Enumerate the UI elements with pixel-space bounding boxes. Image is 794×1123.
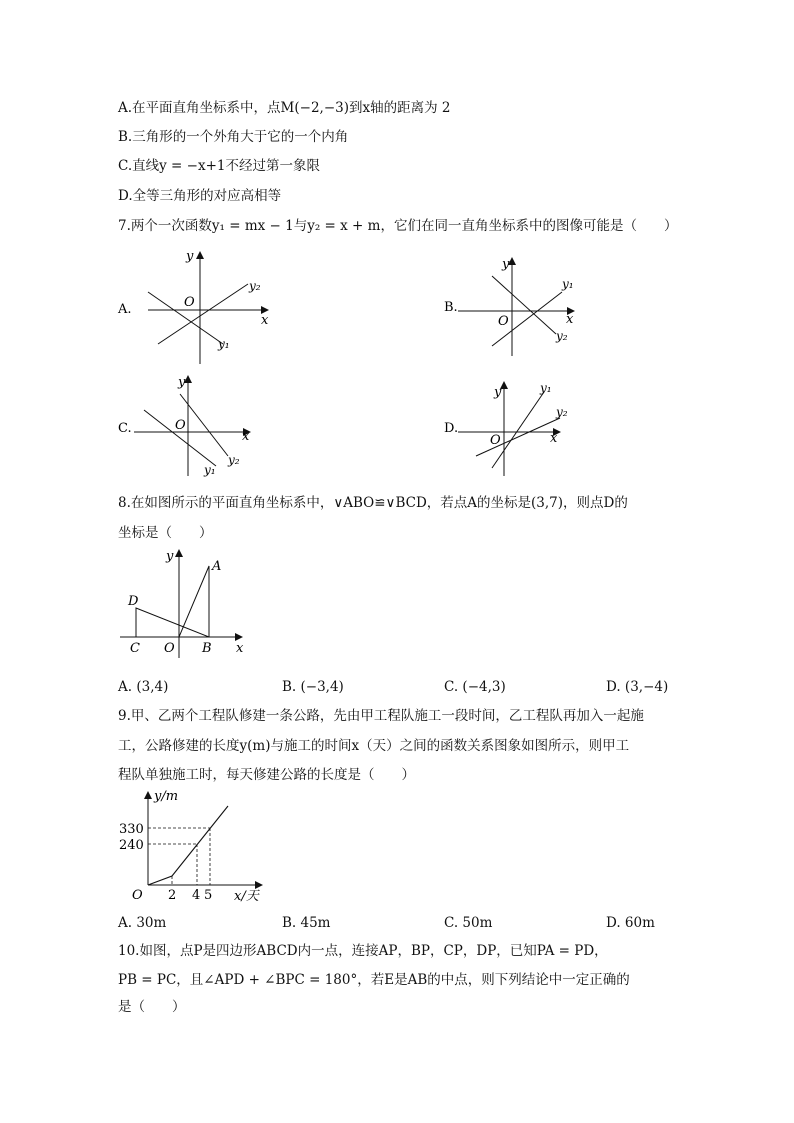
line-y2 bbox=[158, 284, 248, 344]
line-y1 bbox=[492, 392, 544, 468]
y-axis-label: y bbox=[186, 249, 194, 264]
q7-stem: 7.两个一次函数y₁ = mx − 1与y₂ = x + m，它们在同一直角坐标系中的图像可能是（ ） bbox=[118, 218, 678, 234]
q8-option-a: A. (3,4) bbox=[118, 679, 169, 695]
q8-stem-line2: 坐标是（ ） bbox=[118, 525, 213, 541]
line-y2 bbox=[180, 394, 228, 456]
origin-label: O bbox=[184, 295, 195, 310]
x-axis-label: x bbox=[236, 641, 244, 656]
y1-label: y₁ bbox=[540, 381, 552, 395]
point-c-label: C bbox=[130, 641, 140, 656]
origin-label: O bbox=[175, 418, 186, 433]
y-axis-label: y bbox=[178, 375, 186, 390]
q7-graph-a-option-label: A. bbox=[118, 302, 132, 317]
x-axis-label: x bbox=[550, 431, 558, 446]
origin-label: O bbox=[164, 641, 175, 656]
y-axis-label: y bbox=[502, 257, 510, 272]
q8-option-c: C. (−4,3) bbox=[444, 679, 506, 695]
q9-stem-line3: 程队单独施工时，每天修建公路的长度是（ ） bbox=[118, 767, 415, 783]
xtick-4: 4 bbox=[192, 888, 201, 903]
q6-option-c: C.直线y = −x+1不经过第一象限 bbox=[118, 158, 320, 174]
x-axis-label: x/天 bbox=[234, 889, 259, 904]
ytick-330: 330 bbox=[119, 822, 144, 837]
xtick-2: 2 bbox=[168, 888, 177, 903]
q7-graph-d-option-label: D. bbox=[444, 421, 459, 436]
q7-graph-b-option-label: B. bbox=[444, 300, 458, 315]
point-d-label: D bbox=[128, 594, 139, 609]
q10-line3: 是（ ） bbox=[118, 999, 186, 1015]
y2-label: y₂ bbox=[556, 329, 568, 343]
q6-option-a: A.在平面直角坐标系中，点M(−2,−3)到x轴的距离为 2 bbox=[118, 100, 451, 116]
q6-option-d: D.全等三角形的对应高相等 bbox=[118, 188, 282, 204]
triangle-bcd bbox=[136, 608, 209, 637]
x-axis-label: x bbox=[261, 313, 269, 328]
y1-label: y₁ bbox=[204, 463, 216, 477]
origin-label: O bbox=[490, 433, 501, 448]
q7-graph-c-option-label: C. bbox=[118, 421, 132, 436]
q9-stem-line2: 工，公路修建的长度y(m)与施工的时间x（天）之间的函数关系图象如图所示，则甲工 bbox=[118, 738, 630, 754]
y2-label: y₂ bbox=[556, 405, 568, 419]
xtick-5: 5 bbox=[204, 888, 213, 903]
y1-label: y₁ bbox=[562, 277, 574, 291]
q8-option-d: D. (3,−4) bbox=[606, 679, 669, 695]
q8-figure bbox=[120, 546, 250, 658]
q9-option-b: B. 45m bbox=[282, 915, 331, 931]
q9-option-c: C. 50m bbox=[444, 915, 493, 931]
q7-graph-b bbox=[444, 256, 594, 368]
origin-label: O bbox=[132, 888, 143, 903]
q9-figure bbox=[118, 786, 268, 906]
y2-label: y₂ bbox=[228, 453, 240, 467]
q7-graph-d bbox=[444, 380, 594, 484]
q7-graph-a bbox=[118, 248, 288, 368]
y2-label: y₂ bbox=[249, 279, 261, 293]
point-b-label: B bbox=[202, 641, 212, 656]
origin-label: O bbox=[498, 314, 509, 329]
y-axis-label: y bbox=[166, 549, 174, 564]
y-axis-label: y bbox=[494, 385, 502, 400]
y1-label: y₁ bbox=[218, 337, 230, 351]
x-axis-label: x bbox=[242, 429, 250, 444]
function-line bbox=[148, 806, 228, 885]
q10-line2: PB = PC，且∠APD + ∠BPC = 180°，若E是AB的中点，则下列结论中一定正确的 bbox=[118, 972, 630, 988]
y-axis-label: y/m bbox=[154, 789, 179, 804]
line-y2 bbox=[476, 418, 560, 456]
q9-option-d: D. 60m bbox=[606, 915, 655, 931]
ytick-240: 240 bbox=[119, 838, 144, 853]
q8-option-b: B. (−3,4) bbox=[282, 679, 344, 695]
q7-graph-c bbox=[118, 374, 268, 480]
q10-line1: 10.如图，点P是四边形ABCD内一点，连接AP，BP，CP，DP，已知PA = PD， bbox=[118, 943, 608, 959]
q9-stem-line1: 9.甲、乙两个工程队修建一条公路，先由甲工程队施工一段时间，乙工程队再加入一起施 bbox=[118, 708, 644, 724]
q6-option-b: B.三角形的一个外角大于它的一个内角 bbox=[118, 129, 349, 145]
q8-stem-line1: 8.在如图所示的平面直角坐标系中，∨ABO≌∨BCD，若点A的坐标是(3,7)，则点D的 bbox=[118, 495, 628, 511]
q9-option-a: A. 30m bbox=[118, 915, 167, 931]
point-a-label: A bbox=[212, 559, 222, 574]
x-axis-label: x bbox=[566, 312, 574, 327]
triangle-abo bbox=[179, 566, 209, 637]
